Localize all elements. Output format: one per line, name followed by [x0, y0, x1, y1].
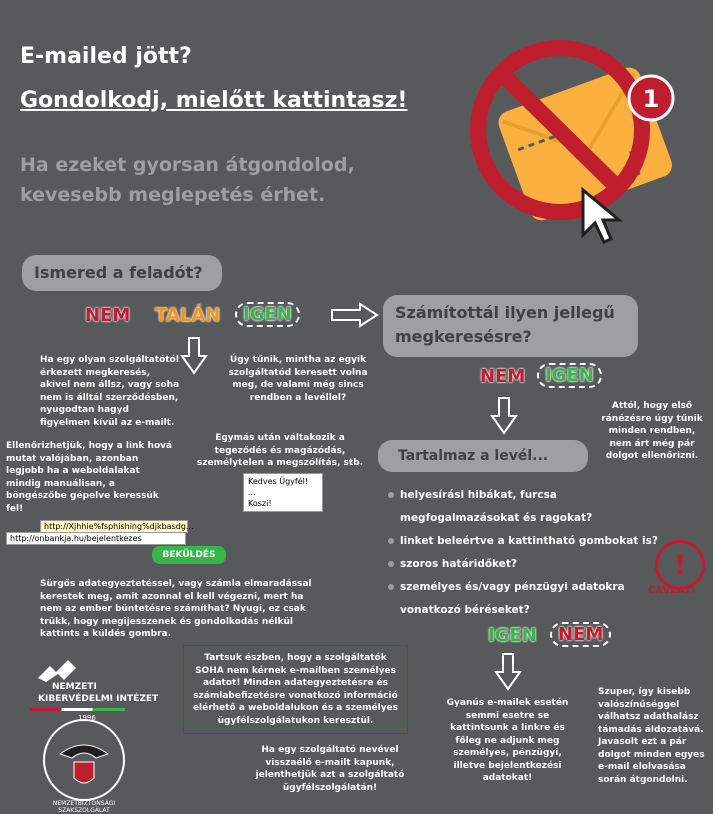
expected-yes-note: Attól, hogy első ránézésre úgy tűnik minden rendben, nem árt még pár dolgot ellenőrizni. — [601, 401, 703, 461]
arrow-right-icon — [330, 302, 380, 328]
arrow-down-icon — [490, 396, 518, 436]
send-button[interactable]: BEKÜLDÉS — [152, 546, 226, 564]
list-item: linket beleértve a kattintható gombokat is? — [388, 530, 658, 553]
link-address: http://onbankja.hu/bejelentkezes — [6, 532, 186, 545]
warning-icon: ! — [655, 540, 705, 590]
warning-box: Tartsuk észben, hogy a szolgáltatók SOHA nem kérnek e-mailben személyes adatot! Minden adategyeztetésre és számlabefizetésre vonatkozó információ elérhető a weboldalukon és a személyes ügyfélszolgálatukon keresztül. — [183, 645, 408, 734]
answer-yes: IGEN — [235, 302, 300, 327]
result-no: NEM — [550, 622, 611, 647]
greeting-sample: Kedves Ügyfél! ... Koszi! — [243, 473, 323, 512]
nbsz-seal-icon — [40, 716, 128, 804]
seal-year: 1996 — [78, 714, 96, 722]
result-no-note: Szuper, így kisebb valószínűséggel válhatsz adathalász támadás áldozatává. Javasolt ezt a pár dolgot minden egyes e-mail elolvasása során átgondolni. — [598, 687, 705, 785]
intro-text: Ha ezeket gyorsan átgondolod, kevesebb meglepetés érhet. — [20, 154, 355, 206]
expected-yes: IGEN — [537, 363, 602, 388]
greeting-note: Egymás után váltakozik a tegeződés és magázódás, személytelen a megszólítás, stb. — [196, 433, 364, 468]
list-item: szoros határidőket? — [388, 553, 658, 576]
page-title: E-mailed jött? — [20, 44, 192, 69]
arrow-down-icon — [494, 652, 522, 692]
seal-text: NEMZETBIZTONSÁGI SZAKSZOLGÁLAT — [52, 800, 116, 814]
list-item: megfogalmazásokat és ragokat? — [400, 512, 593, 524]
report-note: Ha egy szolgáltató nevével visszaélő e-mailt kapunk, jelenthetjük azt a szolgáltató ügyfélszolgálatán! — [255, 745, 405, 793]
question-expected: Számítottál ilyen jellegű megkeresésre? — [383, 295, 638, 357]
org-name-line2: KIBERVÉDELMI INTÉZET — [38, 694, 159, 704]
flag-stripe — [30, 708, 125, 711]
link-note: Ellenőrizhetjük, hogy a link hová mutat valójában, azonban legjobb ha a weboldalakat mindig manuálisan, a böngészőbe gépelve keressük fel! — [6, 441, 173, 514]
list-item: helyesírási hibákat, furcsa — [388, 484, 658, 507]
list-item: vonatkozó béréseket? — [400, 604, 530, 616]
answer-no: NEM — [85, 305, 131, 326]
question-know-sender: Ismered a feladót? — [22, 255, 222, 291]
question-contains: Tartalmaz a levél... — [378, 440, 588, 472]
checklist — [388, 484, 658, 622]
expected-no: NEM — [480, 366, 526, 387]
org-name-line1: NEMZETI — [52, 682, 97, 692]
page-subtitle: Gondolkodj, mielőtt kattintasz! — [20, 88, 408, 113]
caution-label: CAVEAT! — [648, 585, 696, 596]
list-item: személyes és/vagy pénzügyi adatokra — [388, 576, 658, 599]
nki-logo-icon — [38, 658, 78, 682]
suspicious-note: Úgy tűnik, mintha az egyik szolgáltatód keresett volna meg, de valami még sincs rendben a levéllel? — [228, 355, 368, 403]
result-yes-note: Gyanús e-mailek esetén semmi esetre se kattintsunk a linkre és főleg ne adjunk meg személyes, pénzügyi, illetve bejelentkezési adatokat! — [446, 698, 569, 783]
link-tooltip: http://Xjhhie%fsphishing%djkbasdg... — [40, 520, 188, 533]
deadline-note: Sürgős adategyeztetéssel, vagy számla elmaradással kerestek meg, amit azonnal el kell végezni, mert ha nem az ember büntetésre számíthat? Nyugi, ez csak trükk, hogy megijesszenek és gondolkodás nélkül kattints a küldés gombra. — [40, 579, 312, 639]
unknown-sender-note: Ha egy olyan szolgáltatótól érkezett megkeresés, akivel nem állsz, vagy soha nem is álltál szerződésben, nyugodtan hagyd figyelmen kívül az e-mailt. — [40, 355, 180, 428]
no-email-icon — [455, 30, 685, 245]
arrow-down-icon — [180, 336, 208, 376]
result-yes: IGEN — [488, 625, 537, 646]
answer-maybe: TALÁN — [155, 305, 221, 326]
notification-badge: 1 — [642, 85, 660, 113]
